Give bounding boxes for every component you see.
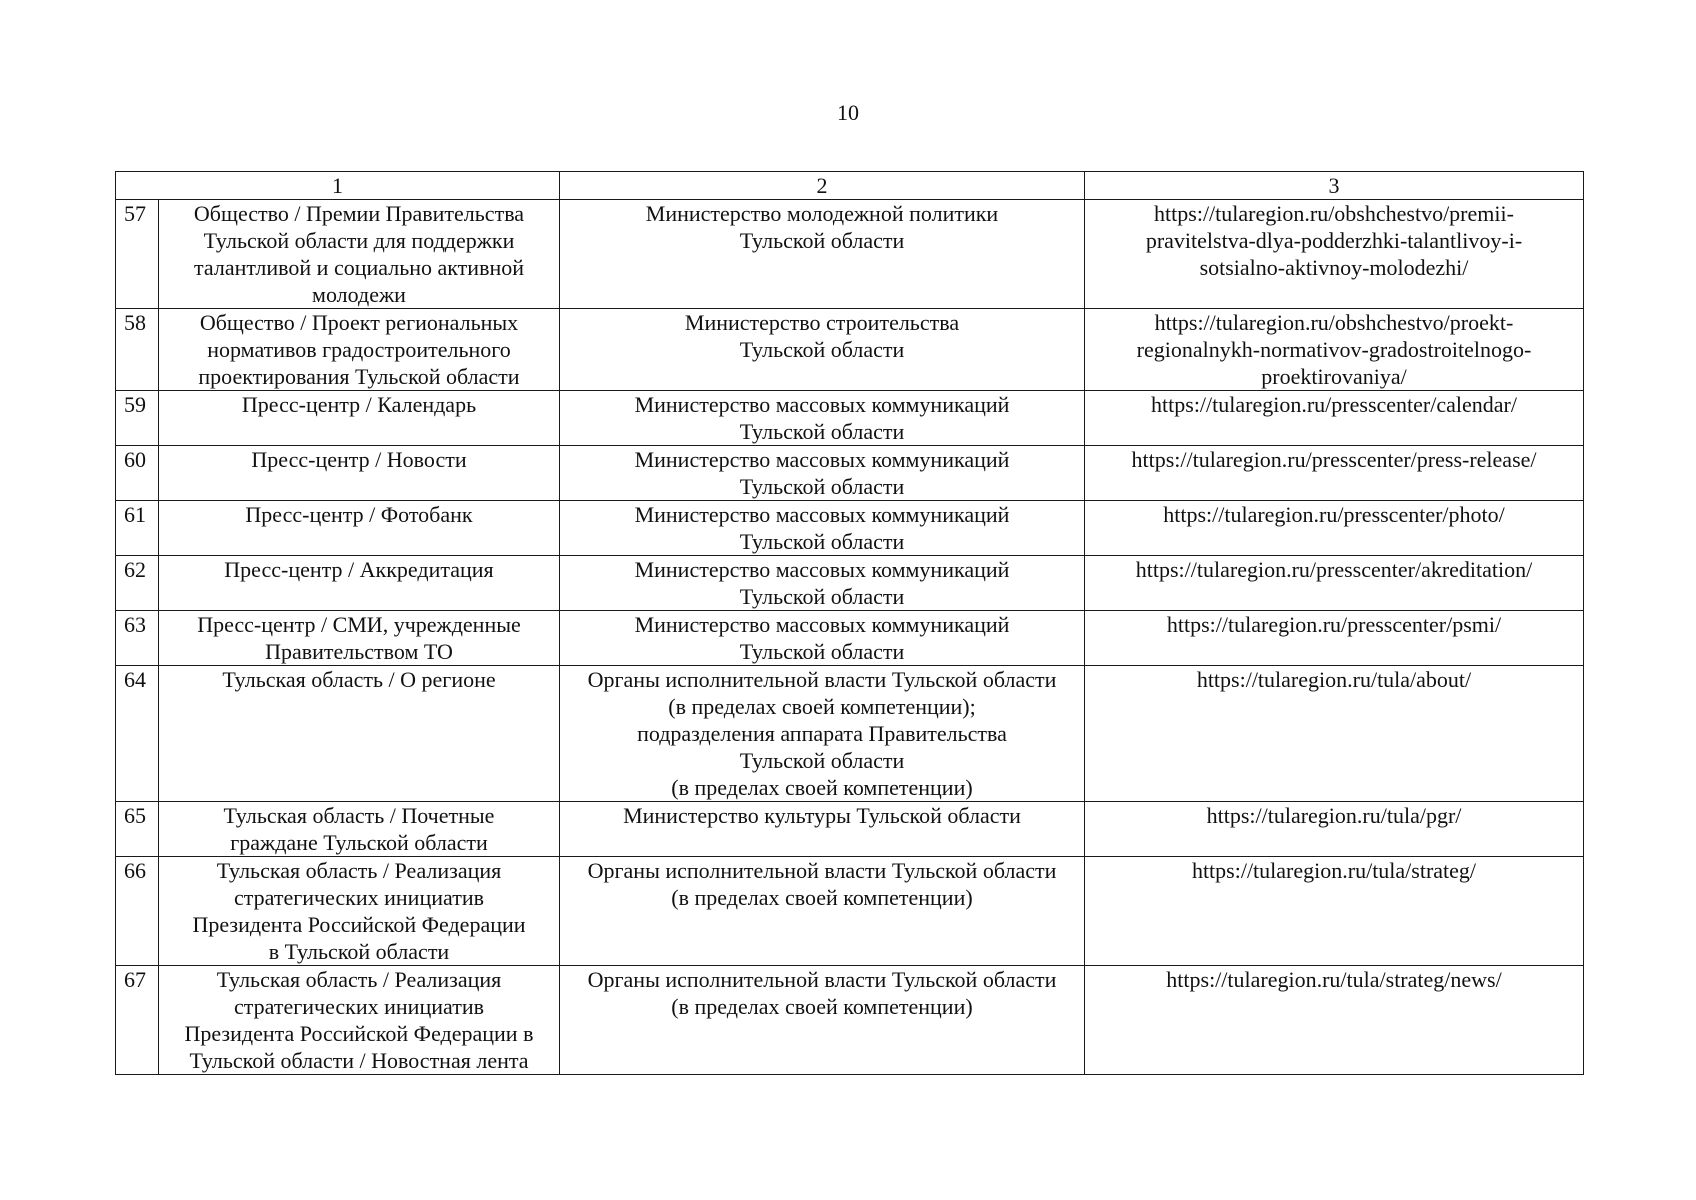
- table-row: [116, 611, 1584, 666]
- section-line: Пресс-центр / Фотобанк: [245, 502, 473, 527]
- organization-cell: [560, 857, 1085, 966]
- section-line: Пресс-центр / Новости: [251, 447, 467, 472]
- url-line: regionalnykh-normativov-gradostroitelnogo-: [1136, 337, 1532, 362]
- section-cell: [159, 200, 560, 309]
- table-row: [116, 802, 1584, 857]
- section-line: Тульской области / Новостная лента: [189, 1048, 529, 1073]
- row-number: 60: [116, 446, 159, 501]
- organization-line: (в пределах своей компетенции): [671, 775, 973, 800]
- section-line: нормативов градостроительного: [207, 337, 511, 362]
- table-row: [116, 446, 1584, 501]
- url-cell: [1085, 666, 1584, 802]
- page-number: 10: [837, 100, 859, 125]
- organization-line: Министерство массовых коммуникаций: [634, 612, 1010, 637]
- url-line: https://tularegion.ru/presscenter/akreditation/: [1135, 557, 1533, 582]
- organization-line: Органы исполнительной власти Тульской области: [587, 858, 1057, 883]
- organization-line: Тульской области: [739, 337, 905, 362]
- organization-line: Тульской области: [739, 639, 905, 664]
- url-cell: [1085, 857, 1584, 966]
- row-number: 67: [116, 966, 159, 1075]
- organization-cell: [560, 391, 1085, 446]
- table-row: [116, 200, 1584, 309]
- section-line: Пресс-центр / Календарь: [241, 392, 477, 417]
- section-cell: [159, 966, 560, 1075]
- section-line: Тульская область / Почетные: [223, 803, 495, 828]
- url-line: proektirovaniya/: [1261, 364, 1407, 389]
- organization-cell: [560, 666, 1085, 802]
- row-number: 62: [116, 556, 159, 611]
- organization-cell: [560, 966, 1085, 1075]
- section-line: проектирования Тульской области: [198, 364, 520, 389]
- section-line: Правительством ТО: [265, 639, 453, 664]
- url-line: https://tularegion.ru/presscenter/psmi/: [1166, 612, 1502, 637]
- section-line: талантливой и социально активной: [194, 255, 524, 280]
- section-line: молодежи: [312, 282, 406, 307]
- url-line: https://tularegion.ru/obshchestvo/proekt-: [1154, 310, 1514, 335]
- section-line: Пресс-центр / Аккредитация: [224, 557, 494, 582]
- section-cell: [159, 391, 560, 446]
- section-line: Тульская область / Реализация: [216, 967, 502, 992]
- organization-line: (в пределах своей компетенции): [671, 994, 973, 1019]
- organization-line: Тульской области: [739, 419, 905, 444]
- organization-cell: [560, 309, 1085, 391]
- url-line: https://tularegion.ru/tula/strateg/news/: [1166, 967, 1502, 992]
- organization-line: Министерство молодежной политики: [645, 201, 999, 226]
- section-cell: [159, 611, 560, 666]
- section-line: граждане Тульской области: [230, 830, 488, 855]
- url-line: https://tularegion.ru/presscenter/calendar/: [1151, 392, 1517, 417]
- organization-line: Министерство массовых коммуникаций: [634, 502, 1010, 527]
- section-line: Президента Российской Федерации в: [184, 1021, 534, 1046]
- section-cell: [159, 309, 560, 391]
- organization-line: (в пределах своей компетенции): [671, 885, 973, 910]
- url-cell: [1085, 391, 1584, 446]
- table-row: [116, 966, 1584, 1075]
- url-cell: [1085, 966, 1584, 1075]
- section-line: Общество / Проект региональных: [199, 310, 519, 335]
- organization-line: Тульской области: [739, 228, 905, 253]
- organization-line: Тульской области: [739, 584, 905, 609]
- organization-line: Тульской области: [739, 474, 905, 499]
- url-cell: [1085, 802, 1584, 857]
- table-row: [116, 857, 1584, 966]
- organization-cell: [560, 200, 1085, 309]
- url-cell: [1085, 446, 1584, 501]
- table-row: [116, 391, 1584, 446]
- row-number: 59: [116, 391, 159, 446]
- url-line: https://tularegion.ru/tula/strateg/: [1191, 858, 1477, 883]
- organization-line: Министерство массовых коммуникаций: [634, 557, 1010, 582]
- row-number: 65: [116, 802, 159, 857]
- section-line: Общество / Премии Правительства: [193, 201, 525, 226]
- url-cell: [1085, 611, 1584, 666]
- organization-cell: [560, 446, 1085, 501]
- section-cell: [159, 802, 560, 857]
- section-line: Тульская область / О регионе: [222, 667, 496, 692]
- organization-line: Органы исполнительной власти Тульской области: [587, 967, 1057, 992]
- table-row: [116, 501, 1584, 556]
- organization-cell: [560, 556, 1085, 611]
- section-line: в Тульской области: [268, 939, 450, 964]
- header-col-1: 1: [116, 172, 560, 200]
- url-line: https://tularegion.ru/presscenter/press-release/: [1131, 447, 1537, 472]
- section-line: Тульская область / Реализация: [216, 858, 502, 883]
- table-row: [116, 666, 1584, 802]
- row-number: 64: [116, 666, 159, 802]
- row-number: 61: [116, 501, 159, 556]
- url-line: https://tularegion.ru/presscenter/photo/: [1163, 502, 1505, 527]
- organization-line: Министерство массовых коммуникаций: [634, 392, 1010, 417]
- url-line: sotsialno-aktivnoy-molodezhi/: [1199, 255, 1469, 280]
- section-line: Пресс-центр / СМИ, учрежденные: [197, 612, 521, 637]
- table-header-row: [116, 172, 1584, 200]
- organization-cell: [560, 611, 1085, 666]
- organization-cell: [560, 802, 1085, 857]
- organization-line: Министерство массовых коммуникаций: [634, 447, 1010, 472]
- row-number: 57: [116, 200, 159, 309]
- section-cell: [159, 857, 560, 966]
- section-cell: [159, 556, 560, 611]
- organization-line: Тульской области: [739, 529, 905, 554]
- url-line: pravitelstva-dlya-podderzhki-talantlivoy-i-: [1145, 228, 1523, 253]
- section-line: Тульской области для поддержки: [203, 228, 515, 253]
- organization-line: Министерство культуры Тульской области: [623, 803, 1021, 828]
- organization-line: (в пределах своей компетенции);: [668, 694, 976, 719]
- url-cell: [1085, 501, 1584, 556]
- url-cell: [1085, 556, 1584, 611]
- section-cell: [159, 501, 560, 556]
- row-number: 66: [116, 857, 159, 966]
- registry-table: [115, 171, 1584, 1075]
- table-row: [116, 309, 1584, 391]
- url-line: https://tularegion.ru/obshchestvo/premii-: [1154, 201, 1514, 226]
- organization-line: Министерство строительства: [684, 310, 960, 335]
- row-number: 63: [116, 611, 159, 666]
- organization-line: Тульской области: [739, 748, 905, 773]
- section-line: стратегических инициатив: [234, 994, 484, 1019]
- header-col-3: 3: [1085, 172, 1584, 200]
- url-line: https://tularegion.ru/tula/about/: [1196, 667, 1472, 692]
- row-number: 58: [116, 309, 159, 391]
- header-col-2: 2: [560, 172, 1085, 200]
- organization-cell: [560, 501, 1085, 556]
- url-cell: [1085, 200, 1584, 309]
- section-line: стратегических инициатив: [234, 885, 484, 910]
- url-line: https://tularegion.ru/tula/pgr/: [1206, 803, 1462, 828]
- table-row: [116, 556, 1584, 611]
- section-cell: [159, 666, 560, 802]
- url-cell: [1085, 309, 1584, 391]
- organization-line: подразделения аппарата Правительства: [637, 721, 1007, 746]
- section-cell: [159, 446, 560, 501]
- organization-line: Органы исполнительной власти Тульской области: [587, 667, 1057, 692]
- section-line: Президента Российской Федерации: [192, 912, 526, 937]
